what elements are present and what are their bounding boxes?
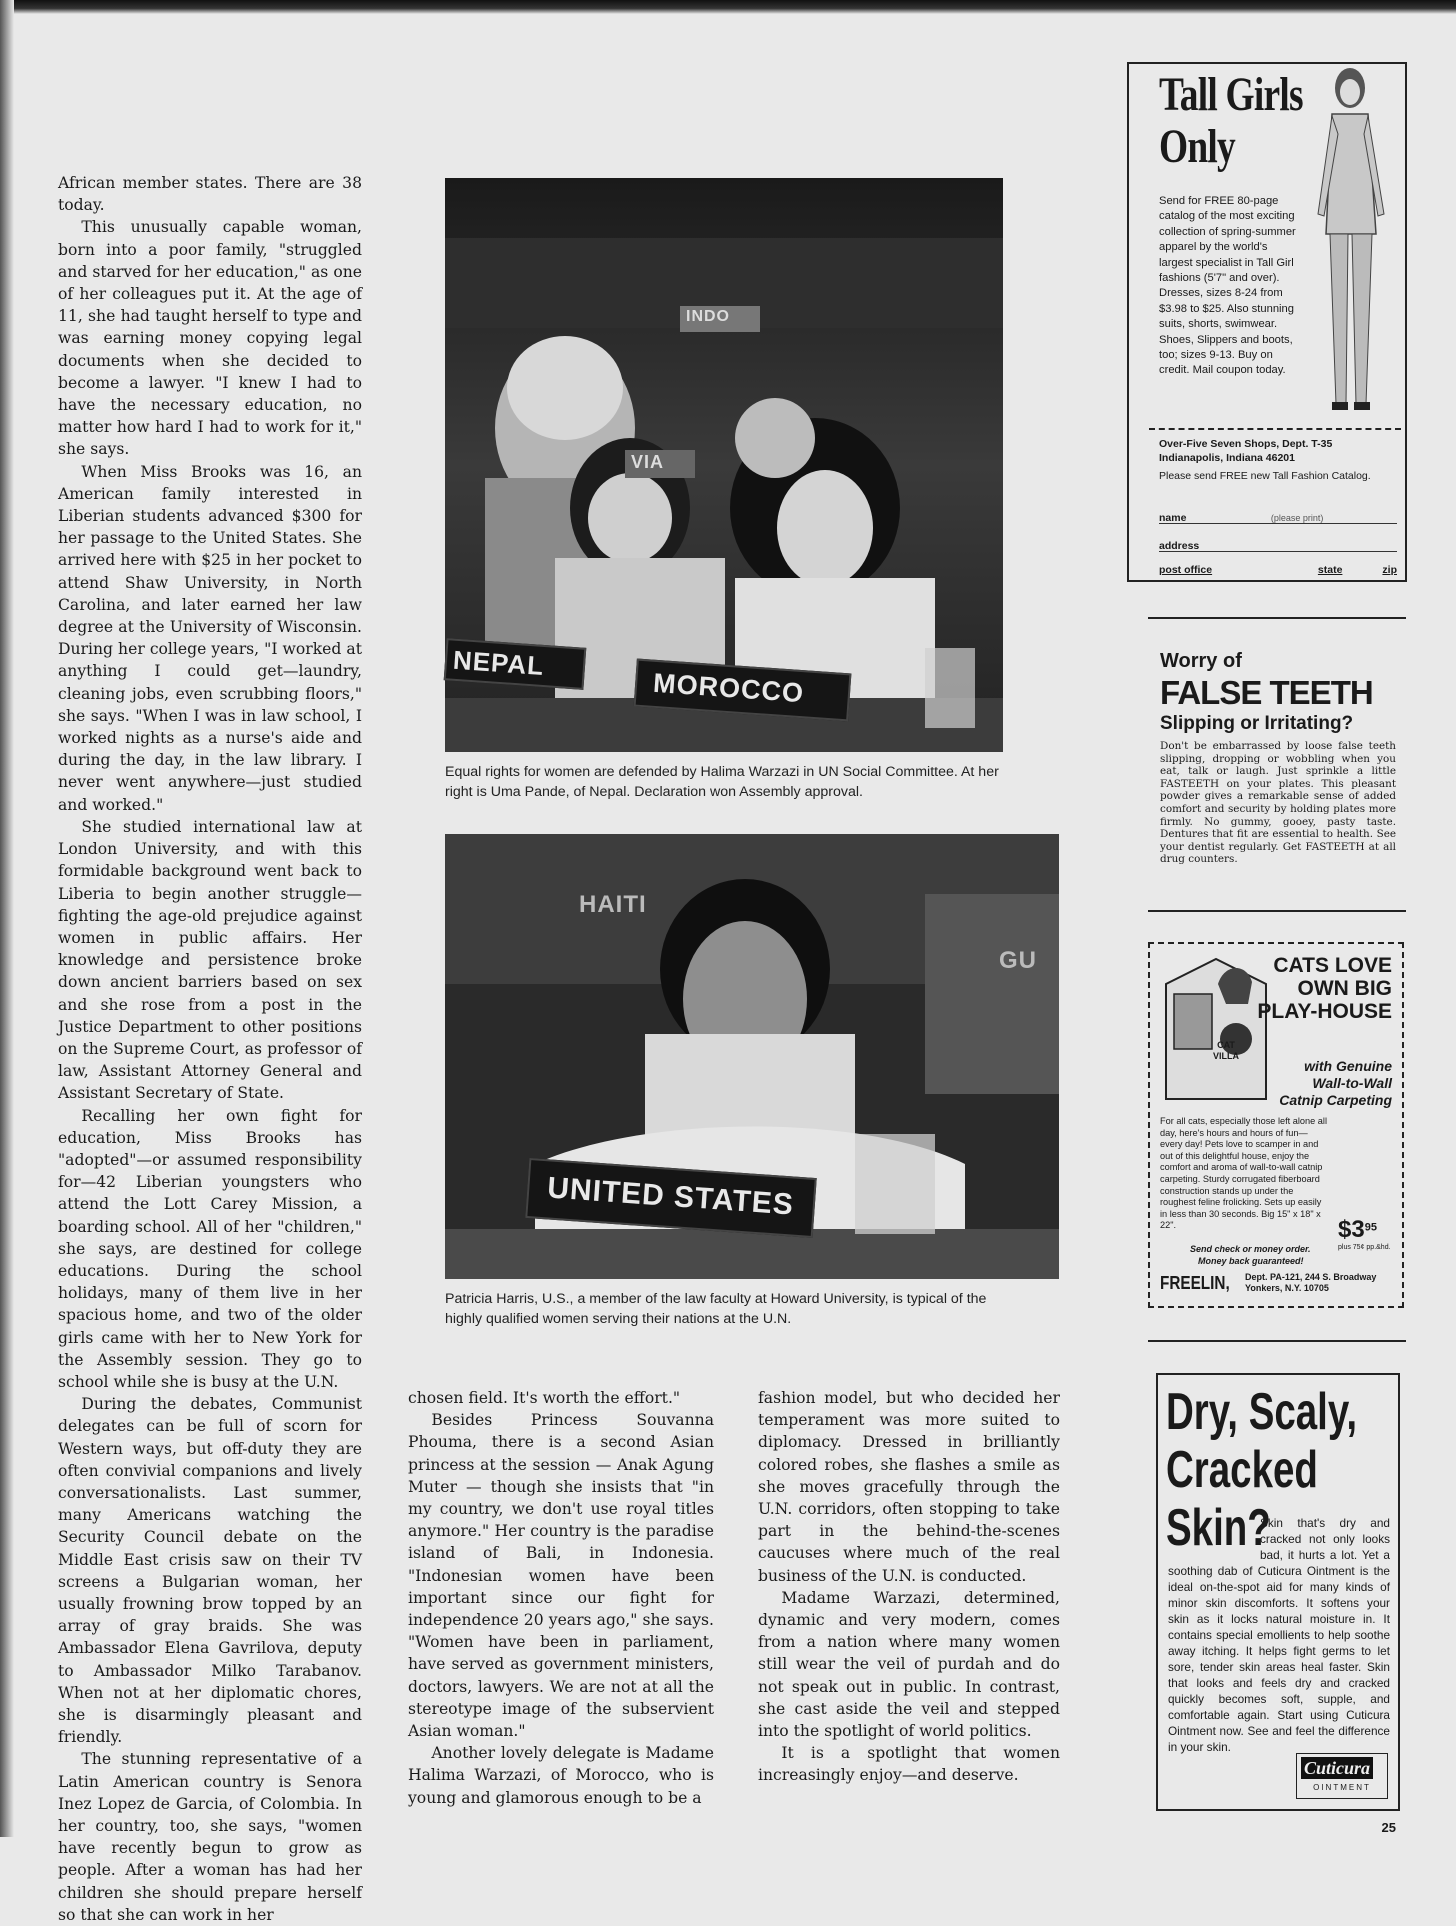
- divider: [1148, 1340, 1406, 1342]
- coupon-name-field[interactable]: [1159, 508, 1397, 524]
- scan-left-edge: [0, 0, 14, 1837]
- ad-kicker: Worry of: [1160, 650, 1242, 672]
- brand-logo-text: Cuticura: [1301, 1757, 1373, 1779]
- photo-un-social-committee: [445, 178, 1003, 752]
- ad-subheadline: Catnip Carpeting: [1279, 1092, 1392, 1108]
- nameplate-morocco: MOROCCO: [634, 659, 852, 722]
- field-hint: (please print): [1270, 513, 1324, 523]
- ad-subheadline: with Genuine: [1304, 1058, 1392, 1074]
- field-label: address: [1159, 540, 1200, 552]
- divider: [1148, 910, 1406, 912]
- coupon-company: Over-Five Seven Shops, Dept. T-35: [1159, 438, 1333, 450]
- ad-cuticura: [1156, 1373, 1400, 1811]
- cuticura-logo: [1296, 1753, 1388, 1799]
- price-block: [1338, 1216, 1398, 1252]
- nameplate-united-states: UNITED STATES: [525, 1158, 816, 1238]
- ad-subheadline: Wall-to-Wall: [1312, 1075, 1392, 1091]
- paragraph: chosen field. It's worth the effort.": [408, 1389, 681, 1407]
- model-figure-illustration: [1304, 64, 1400, 434]
- nameplate-gu: GU: [999, 947, 1037, 974]
- field-label: zip: [1382, 564, 1397, 576]
- ad-headline: FALSE TEETH: [1160, 674, 1373, 711]
- paragraph: African member states. There are 38 today.: [58, 174, 362, 215]
- ad-tall-girls: [1127, 62, 1407, 582]
- price-cents: 95: [1364, 1221, 1377, 1234]
- divider: [1148, 617, 1406, 619]
- order-note: Money back guaranteed!: [1198, 1256, 1304, 1266]
- paragraph: This unusually capable woman, born into a poor family, "struggled and starved for her education," as one of her colleagues put it. At the age of 11, she had taught herself to type and was earning money copying legal documents when she decided to become a lawyer. "I knew I had to have the necessary education, no matter how hard I had to work for it," she says.: [58, 218, 362, 459]
- paragraph: She studied international law at London University, and with this formidable background went back to Liberia to begin another struggle—fighting the age-old prejudice against women in public affairs. Her knowledge and persistence broke down ancient barriers based on sex and she rose from a post in the Justice Department to other positions on the Supreme Court, as professor of law, Assistant Attorney General and Assistant Secretary of State.: [58, 817, 362, 1103]
- field-label: state: [1317, 564, 1343, 576]
- ad-address-line: Yonkers, N.Y. 10705: [1245, 1283, 1329, 1293]
- photo-patricia-harris: [445, 834, 1059, 1279]
- coupon-cut-line: [1149, 428, 1401, 430]
- paragraph: fashion model, but who decided her temperament was more suited to diplomacy. Dressed in brilliantly colored robes, she flashes a smile as she moves gracefully through the U.N. corridors, often stopping to take part in the behind-the-scenes caucuses where much of the real business of the U.N. is conducted.: [758, 1389, 1060, 1585]
- ad-headline: CATS LOVE OWN BIG PLAY-HOUSE: [1257, 954, 1392, 1023]
- paragraph: During the debates, Communist delegates can be full of scorn for Western ways, but off-duty they are often convivial companions and lively conversationalists. Last summer, many Americans watching the Security Council debate on the Middle East crisis saw on their TV screens a Bulgarian woman, her usually frowning brow topped by an array of gray braids. She was Ambassador Elena Gavrilova, deputy to Ambassador Milko Tarabanov. When not at her diplomatic chores, she is disarmingly pleasant and friendly.: [58, 1395, 362, 1747]
- paragraph: Madame Warzazi, determined, dynamic and very modern, comes from a nation where many women still wear the veil of purdah and do not speak out in public. In contrast, she cast aside the veil and stepped into the spotlight of world politics.: [758, 1588, 1060, 1741]
- scan-top-edge: [0, 0, 1456, 14]
- ad-headline: Skin?: [1166, 1499, 1271, 1557]
- ad-headline: Dry, Scaly,: [1166, 1383, 1358, 1441]
- ad-subheadline: Slipping or Irritating?: [1160, 713, 1354, 734]
- article-column-3: [758, 1387, 1060, 1787]
- page-number: 25: [1381, 1820, 1396, 1835]
- order-note: Send check or money order.: [1190, 1244, 1311, 1254]
- nameplate-via: VIA: [625, 450, 695, 478]
- ad-headline: Only: [1159, 120, 1235, 173]
- field-label: post office: [1159, 564, 1213, 576]
- ad-cat-playhouse: [1148, 942, 1404, 1308]
- ad-body-text: Skin that's dry and cracked not only looks bad, it hurts a lot. Yet a soothing dab of Cuticura Ointment is the ideal on-the-spot aid for many kinds of minor skin discomforts. It softens your skin as it locks natural moisture in. It contains special emollients to help soothe away itching. It helps fight germs to let sore, tender skin areas heal faster. Skin that looks and feels dry and cracked quickly becomes soft, supple, and comfortable again. Start using Cuticura Ointment now. See and feel the difference in your skin.: [1168, 1516, 1390, 1754]
- paragraph: Recalling her own fight for education, Miss Brooks has "adopted"—or assumed responsibility for—42 Liberian youngsters who attend the Lott Carey Mission, a boarding school. All of her "children," she says, are destined for college educations. During the school holidays, many of them live in her spacious home, and two of the older girls came with her to New York for the Assembly session. They go to school while she is busy at the U.N.: [58, 1106, 362, 1391]
- article-column-2: [408, 1387, 714, 1809]
- coupon-city-fields[interactable]: [1159, 564, 1397, 580]
- brand-sub: OINTMENT: [1313, 1783, 1371, 1792]
- ad-company: FREELIN,: [1160, 1272, 1230, 1293]
- article-column-1: [58, 172, 362, 1926]
- nameplate-nepal: NEPAL: [444, 638, 587, 690]
- ad-body: For all cats, especially those left alone all day, here's hours and hours of fun—every day! Pets love to scamper in and out of this delightful house, enjoy the comfort and aroma of wall-to-wall catnip carpeting. Sturdy corrugated fiberboard construction stands up under the roughest feline frolicking. Sets up easily in less than 30 seconds. Big 15" x 18" x 22".: [1160, 1116, 1327, 1231]
- cat-house-label: CAT VILLA: [1213, 1040, 1239, 1061]
- ad-address: [1160, 1272, 1376, 1294]
- price: $3: [1338, 1216, 1365, 1243]
- photo-caption: Patricia Harris, U.S., a member of the law faculty at Howard University, is typical of the highly qualified women serving their nations at the U.N.: [445, 1291, 987, 1327]
- ad-headline: Cracked: [1166, 1441, 1318, 1499]
- paragraph: When Miss Brooks was 16, an American family interested in Liberian students advanced $300 for her passage to the United States. She arrived here with $25 in her pocket to attend Shaw University, in North Carolina, and later earned her law degree at the University of Wisconsin. During her college years, "I worked at anything I could get—laundry, cleaning jobs, even scrubbing floors," she says. "When I was in law school, I worked nights as a nurse's aide and during the day, in the law library. I never went anywhere—just studied and worked.": [58, 462, 362, 814]
- paragraph: It is a spotlight that women increasingly enjoy—and deserve.: [758, 1744, 1060, 1785]
- ad-headline: Tall Girls: [1159, 68, 1303, 121]
- ad-false-teeth: [1160, 648, 1396, 878]
- paragraph: Besides Princess Souvanna Phouma, there is a second Asian princess at the session — Anak Agung Muter — though she insists that "in my country, we don't use royal titles anymore." Her country is the paradise island of Bali, in Indonesia. "Indonesian women have been important since our fight for independence 20 years ago," she says. "Women have been in parliament, have served as government ministers, doctors, lawyers. We are not at all the stereotype image of the subservient Asian woman.": [408, 1411, 714, 1741]
- paragraph: The stunning representative of a Latin American country is Senora Inez Lopez de Garcia, of Colombia. In her country, too, she says, "women have recently begun to grow as people. After a woman has had her children she should prepare herself so that she can work in her: [58, 1750, 362, 1924]
- photo-caption: Equal rights for women are defended by Halima Warzazi in UN Social Committee. At her right is Uma Pande, of Nepal. Declaration won Assembly approval.: [445, 764, 999, 800]
- ad-body: [1168, 1515, 1390, 1755]
- nameplate-haiti: HAITI: [579, 891, 647, 918]
- coupon-address-field[interactable]: [1159, 536, 1397, 552]
- ad-body: Send for FREE 80-page catalog of the most exciting collection of spring-summer apparel by the world's largest specialist in Tall Girl fashions (5'7" and over). Dresses, sizes 8-24 from $3.98 to $25. Also stunning suits, shorts, swimwear. Shoes, Slippers and boots, too; sizes 9-13. Buy on credit. Mail coupon today.: [1159, 195, 1296, 377]
- ad-body: Don't be embarrassed by loose false teeth slipping, dropping or wobbling when you eat, talk or laugh. Just sprinkle a little FASTEETH on your plates. This pleasant powder gives a remarkable sense of added comfort and security by holding plates more firmly. No gummy, gooey, pasty taste. Dentures that fit are essential to health. See your dentist regularly. Get FASTEETH at all drug counters.: [1160, 740, 1396, 866]
- paragraph: Another lovely delegate is Madame Halima Warzazi, of Morocco, who is young and glamorous enough to be a: [408, 1744, 714, 1807]
- coupon-city: Indianapolis, Indiana 46201: [1159, 452, 1295, 464]
- nameplate-indo: INDO: [680, 306, 760, 332]
- ad-address-line: Dept. PA-121, 244 S. Broadway: [1245, 1272, 1377, 1282]
- coupon-request: Please send FREE new Tall Fashion Catalog.: [1159, 470, 1371, 482]
- price-note: plus 75¢ pp.&hd.: [1338, 1244, 1391, 1251]
- field-label: name: [1159, 512, 1187, 524]
